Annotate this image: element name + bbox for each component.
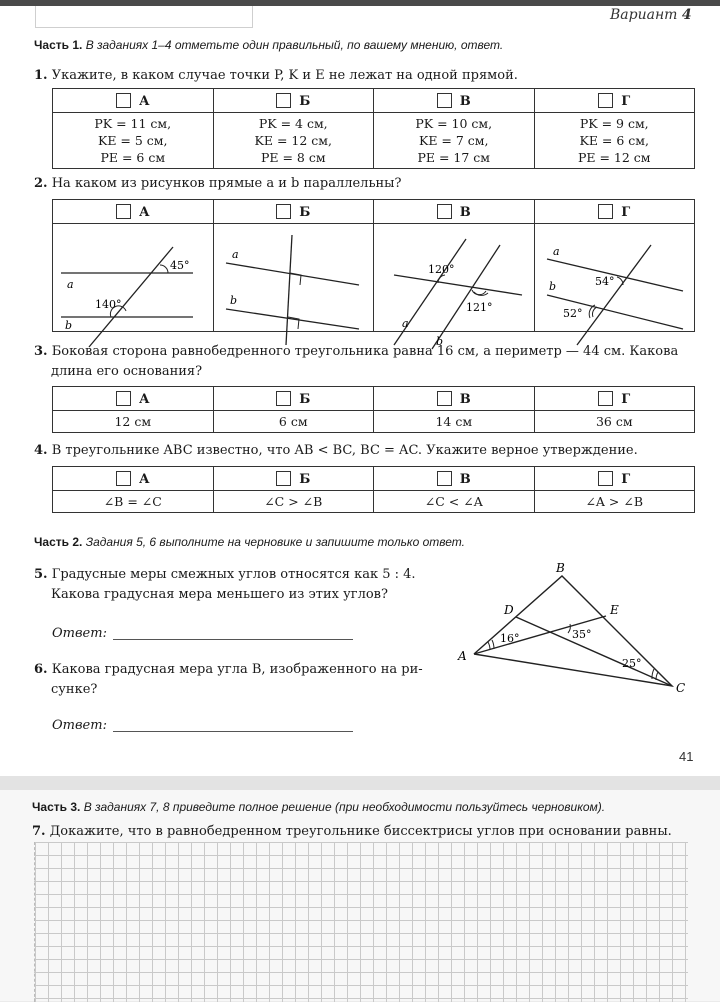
q4-option-c[interactable]: В: [374, 467, 535, 491]
q1-option-d[interactable]: Г: [534, 89, 695, 113]
vertex-c-label: C: [676, 681, 686, 695]
line-a-label: a: [552, 244, 560, 258]
question-6-line2: сунке?: [51, 682, 98, 697]
q1-option-b[interactable]: Б: [213, 89, 374, 113]
angle-label: 35°: [572, 628, 592, 641]
figure-c-diagram: [374, 225, 534, 348]
header-name-box: [35, 6, 253, 28]
part1-heading: Часть 1. В заданиях 1–4 отметьте один правильный, по вашему мнению, ответ.: [34, 38, 504, 52]
q4-value-d: ∠A > ∠B: [534, 491, 695, 513]
variant-label: Вариант 4: [610, 7, 692, 23]
q1-values-b: PK = 4 см, KE = 12 см, PE = 8 см: [213, 113, 374, 169]
q1-values-a: PK = 11 см, KE = 5 см, PE = 6 см: [53, 113, 214, 169]
q4-answer-table: [52, 466, 695, 513]
question-6: 6. Какова градусная мера угла B, изображенного на ри- сунке?: [34, 660, 454, 700]
line-b-label: b: [548, 279, 556, 293]
checkbox[interactable]: [437, 204, 452, 219]
q6-answer: Ответ:: [52, 716, 353, 736]
q2-figure-c: [374, 224, 535, 348]
q1-answer-table: [52, 88, 695, 169]
angle-label: 121°: [466, 300, 493, 314]
part3-heading: Часть 3. В заданиях 7, 8 приведите полное решение (при необходимости пользуйтесь черновиком).: [32, 800, 606, 814]
line-a-label: a: [67, 277, 74, 291]
checkbox[interactable]: [116, 93, 131, 108]
q3-value-a: 12 см: [53, 411, 214, 433]
checkbox[interactable]: [437, 93, 452, 108]
line-b-label: b: [436, 334, 444, 348]
line-b-label: b: [65, 318, 73, 332]
checkbox[interactable]: [276, 471, 291, 486]
q2-option-b[interactable]: Б: [213, 200, 374, 224]
q3-answer-table: [52, 386, 695, 433]
line-a-label: a: [231, 247, 239, 261]
angle-label: 54°: [594, 274, 614, 288]
q2-answer-table: [52, 199, 695, 348]
q3-value-c: 14 см: [374, 411, 535, 433]
checkbox[interactable]: [598, 93, 613, 108]
page-number: 41: [679, 749, 694, 764]
vertex-a-label: A: [458, 649, 467, 663]
angle-label: 45°: [170, 258, 190, 272]
checkbox[interactable]: [598, 391, 613, 406]
page-gap: [0, 776, 720, 790]
checkbox[interactable]: [116, 204, 131, 219]
q3-option-c[interactable]: В: [374, 387, 535, 411]
triangle-figure: [450, 556, 700, 701]
question-3: 3. Боковая сторона равнобедренного треугольника равна 16 см, а периметр — 44 см. Какова длина его основания?: [34, 342, 704, 382]
angle-label: 25°: [622, 657, 642, 670]
question-5-line2: Какова градусная мера меньшего из этих углов?: [51, 587, 388, 602]
q4-option-d[interactable]: Г: [534, 467, 695, 491]
question-2: 2. На каком из рисунков прямые a и b параллельны?: [34, 176, 402, 191]
q3-option-d[interactable]: Г: [534, 387, 695, 411]
angle-label: 140°: [95, 297, 122, 311]
question-1: 1. Укажите, в каком случае точки P, K и E не лежат на одной прямой.: [34, 68, 518, 83]
angle-label: 16°: [500, 632, 520, 645]
checkbox[interactable]: [116, 391, 131, 406]
vertex-e-label: E: [610, 603, 619, 617]
q4-value-c: ∠C < ∠A: [374, 491, 535, 513]
question-7: 7. Докажите, что в равнобедренном треугольнике биссектрисы углов при основании равны.: [32, 824, 672, 839]
checkbox[interactable]: [598, 471, 613, 486]
line-a-label: a: [402, 316, 409, 330]
q1-values-c: PK = 10 см, KE = 7 см, PE = 17 см: [374, 113, 535, 169]
angle-label: 120°: [428, 262, 455, 276]
q1-values-d: PK = 9 см, KE = 6 см, PE = 12 см: [534, 113, 695, 169]
q5-answer: Ответ:: [52, 624, 353, 644]
q2-figure-a: [53, 224, 214, 332]
figure-b-diagram: [214, 225, 374, 331]
checkbox[interactable]: [598, 204, 613, 219]
q4-value-b: ∠C > ∠B: [213, 491, 374, 513]
checkbox[interactable]: [116, 471, 131, 486]
q4-option-b[interactable]: Б: [213, 467, 374, 491]
checkbox[interactable]: [437, 391, 452, 406]
q4-option-a[interactable]: А: [53, 467, 214, 491]
q2-option-a[interactable]: А: [53, 200, 214, 224]
q2-option-d[interactable]: Г: [534, 200, 695, 224]
figure-a-diagram: [53, 225, 213, 331]
q1-option-c[interactable]: В: [374, 89, 535, 113]
angle-label: 52°: [562, 306, 582, 320]
part2-heading: Часть 2. Задания 5, 6 выполните на черновике и запишите только ответ.: [34, 535, 465, 549]
q3-option-b[interactable]: Б: [213, 387, 374, 411]
vertex-b-label: B: [556, 561, 565, 575]
q5-answer-field[interactable]: [113, 626, 353, 640]
q3-option-a[interactable]: А: [53, 387, 214, 411]
line-b-label: b: [229, 293, 237, 307]
q2-figure-b: [213, 224, 374, 332]
variant-number: 4: [681, 7, 692, 23]
vertex-d-label: D: [504, 603, 514, 617]
figure-d-diagram: [535, 225, 695, 331]
q6-answer-field[interactable]: [113, 718, 353, 732]
question-3-line2: длина его основания?: [51, 364, 203, 379]
q3-value-b: 6 см: [213, 411, 374, 433]
question-4: 4. В треугольнике ABC известно, что AB < BC, BC = AC. Укажите верное утверждение.: [34, 443, 638, 458]
q1-option-a[interactable]: А: [53, 89, 214, 113]
checkbox[interactable]: [276, 391, 291, 406]
q2-option-c[interactable]: В: [374, 200, 535, 224]
checkbox[interactable]: [276, 204, 291, 219]
q2-figure-d: [534, 224, 695, 332]
checkbox[interactable]: [276, 93, 291, 108]
checkbox[interactable]: [437, 471, 452, 486]
q4-value-a: ∠B = ∠C: [53, 491, 214, 513]
solution-grid[interactable]: [34, 842, 688, 1002]
q3-value-d: 36 см: [534, 411, 695, 433]
question-5: 5. Градусные меры смежных углов относятся как 5 : 4. Какова градусная мера меньшего из этих углов?: [34, 565, 454, 605]
